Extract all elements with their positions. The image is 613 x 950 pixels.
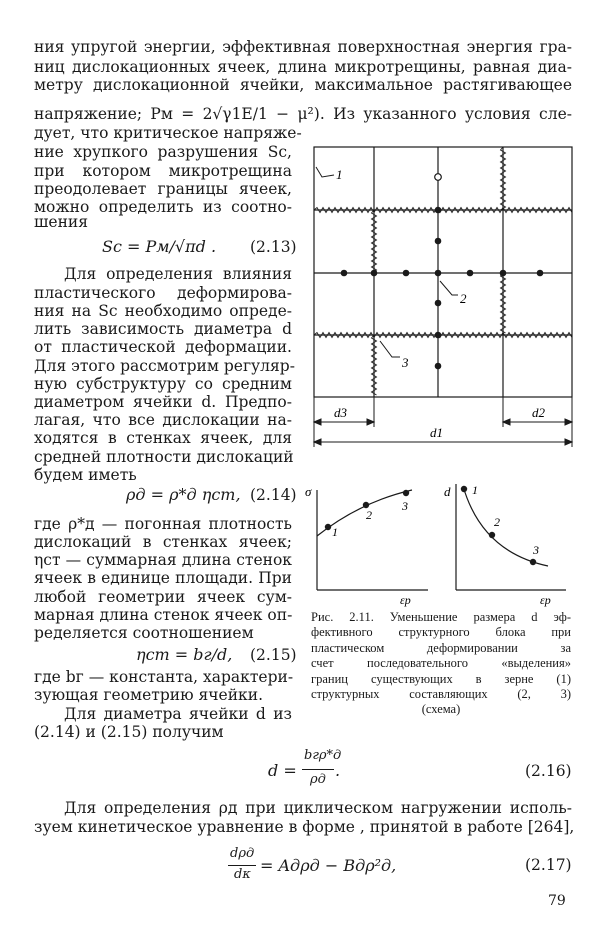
text-line: ния на Sc необходимо опреде- <box>34 302 292 320</box>
eq-rhs: = Aдρд − Bдρ²д, <box>260 856 397 875</box>
text-line: пластического деформирова- <box>34 284 292 302</box>
text-line: шения <box>34 213 89 231</box>
grain-boundary <box>314 147 572 397</box>
point-label: 2 <box>494 515 500 529</box>
point-label: 1 <box>472 483 478 497</box>
text-line: лагая, что все дислокации на- <box>34 411 292 429</box>
text-line: напряжение; Pм = 2√γ1E/1 − μ²). Из указанного условия сле- <box>34 105 572 123</box>
text-line: зуем кинетическое уравнение в форме , принятой в работе [264], <box>34 818 575 836</box>
graph-point <box>489 532 495 538</box>
equation-number: (2.13) <box>250 238 297 256</box>
text-line: ределяется соотношением <box>34 624 254 642</box>
point-label: 3 <box>402 499 408 513</box>
figure-cell-structure <box>300 135 585 455</box>
text-line: лить зависимость диаметра d <box>34 320 292 338</box>
text-line: будем иметь <box>34 466 137 484</box>
text-line: ние хрупкого разрушения Sc, <box>34 143 292 161</box>
text-line: диаметром ячейки d. Предпо- <box>34 393 292 411</box>
caption-line: фективного структурного блока при <box>311 625 571 639</box>
text-line: метру дислокационной ячейки, максимальное растягивающее <box>34 76 572 94</box>
xlabel-eps: εp <box>400 593 411 607</box>
text-line: Для этого рассмотрим регуляр- <box>34 357 295 375</box>
text-line: при котором микротрещина <box>34 162 292 180</box>
point-label: 3 <box>533 543 539 557</box>
text-line: ния упругой энергии, эффективная поверхностная энергия гра- <box>34 38 572 56</box>
label-d1: d1 <box>430 425 443 440</box>
text-line: от пластической деформации. <box>34 338 292 356</box>
equation-number: (2.16) <box>525 762 572 780</box>
text-line: марная длина стенок ячеек оп- <box>34 606 293 624</box>
equation-number: (2.14) <box>250 486 297 504</box>
equation-2-15: ηст = bг/d, <box>136 645 233 664</box>
label-2: 2 <box>460 291 467 306</box>
text-line: (2.14) и (2.15) получим <box>34 723 224 741</box>
text-line: ходятся в стенках ячеек, для <box>34 429 292 447</box>
caption-line: структурных составляющих (2, 3) <box>311 687 571 701</box>
caption-line: пластическом деформировании за <box>311 641 571 655</box>
equation-2-14: ρд = ρ*д ηст, <box>126 485 241 504</box>
text-line: где bг — константа, характери- <box>34 668 294 686</box>
eq-numerator: bгρ*д <box>304 748 342 763</box>
graph-point <box>530 559 536 565</box>
graph-point <box>403 490 409 496</box>
eq-lhs: d = <box>268 761 297 780</box>
text-line: дислокаций в стенках ячеек; <box>34 533 292 551</box>
caption-line: счет последовательного «выделения» <box>311 656 571 670</box>
fraction-bar <box>302 769 334 770</box>
equation-2-13: Sc = Pм/√πd . <box>102 237 217 256</box>
node-points <box>341 174 544 370</box>
text-line: где ρ*д — погонная плотность <box>34 515 292 533</box>
label-d2: d2 <box>532 405 545 420</box>
leader-2 <box>440 281 458 295</box>
text-line: ниц дислокационных ячеек, длина микротрещины, равная диа- <box>34 58 572 76</box>
text-line: средней плотности дислокаций <box>34 448 294 466</box>
text-line: зующая геометрию ячейки. <box>34 686 264 704</box>
text-line: ηст — суммарная длина стенок <box>34 551 292 569</box>
text-line: ячеек в единице площади. При <box>34 569 292 587</box>
text-line: Для диаметра ячейки d из <box>64 705 292 723</box>
eq-lhs-den: dκ <box>234 867 251 882</box>
text-line: можно определить из соотно- <box>34 198 292 216</box>
point-label: 2 <box>366 508 372 522</box>
graph-point <box>325 524 331 530</box>
graph-point <box>461 486 467 492</box>
ylabel-sigma: σ <box>305 484 312 499</box>
page-number: 79 <box>548 893 566 909</box>
label-1: 1 <box>336 167 343 182</box>
text-line: дует, что критическое напряже- <box>34 124 302 142</box>
text-line: любой геометрии ячеек сум- <box>34 588 292 606</box>
label-3: 3 <box>402 355 409 370</box>
xlabel-eps: εp <box>540 593 551 607</box>
text-line: Для определения влияния <box>64 265 292 283</box>
equation-2-17 <box>228 846 428 886</box>
eq-lhs-num: dρд <box>230 846 255 861</box>
figure-graphs <box>300 472 585 607</box>
fraction-bar <box>228 865 256 866</box>
caption-line: (схема) <box>421 702 461 716</box>
text-line: ную субструктуру со средним <box>34 375 292 393</box>
equation-2-16: d = bгρ*д ρд . <box>268 748 342 787</box>
equation-number: (2.15) <box>250 646 297 664</box>
text-line: Для определения ρд при циклическом нагружении исполь- <box>64 799 572 817</box>
label-d3: d3 <box>334 405 347 420</box>
eq-denominator: ρд <box>310 772 326 787</box>
point-label: 1 <box>332 525 338 539</box>
caption-line: границ существующих в зерне (1) <box>311 672 571 686</box>
leader-3 <box>380 341 400 357</box>
ylabel-d: d <box>444 484 451 499</box>
caption-line: Рис. 2.11. Уменьшение размера d эф- <box>311 610 571 624</box>
equation-number: (2.17) <box>525 856 572 874</box>
text-line: преодолевает границы ячеек, <box>34 180 292 198</box>
leader-1 <box>316 167 334 177</box>
